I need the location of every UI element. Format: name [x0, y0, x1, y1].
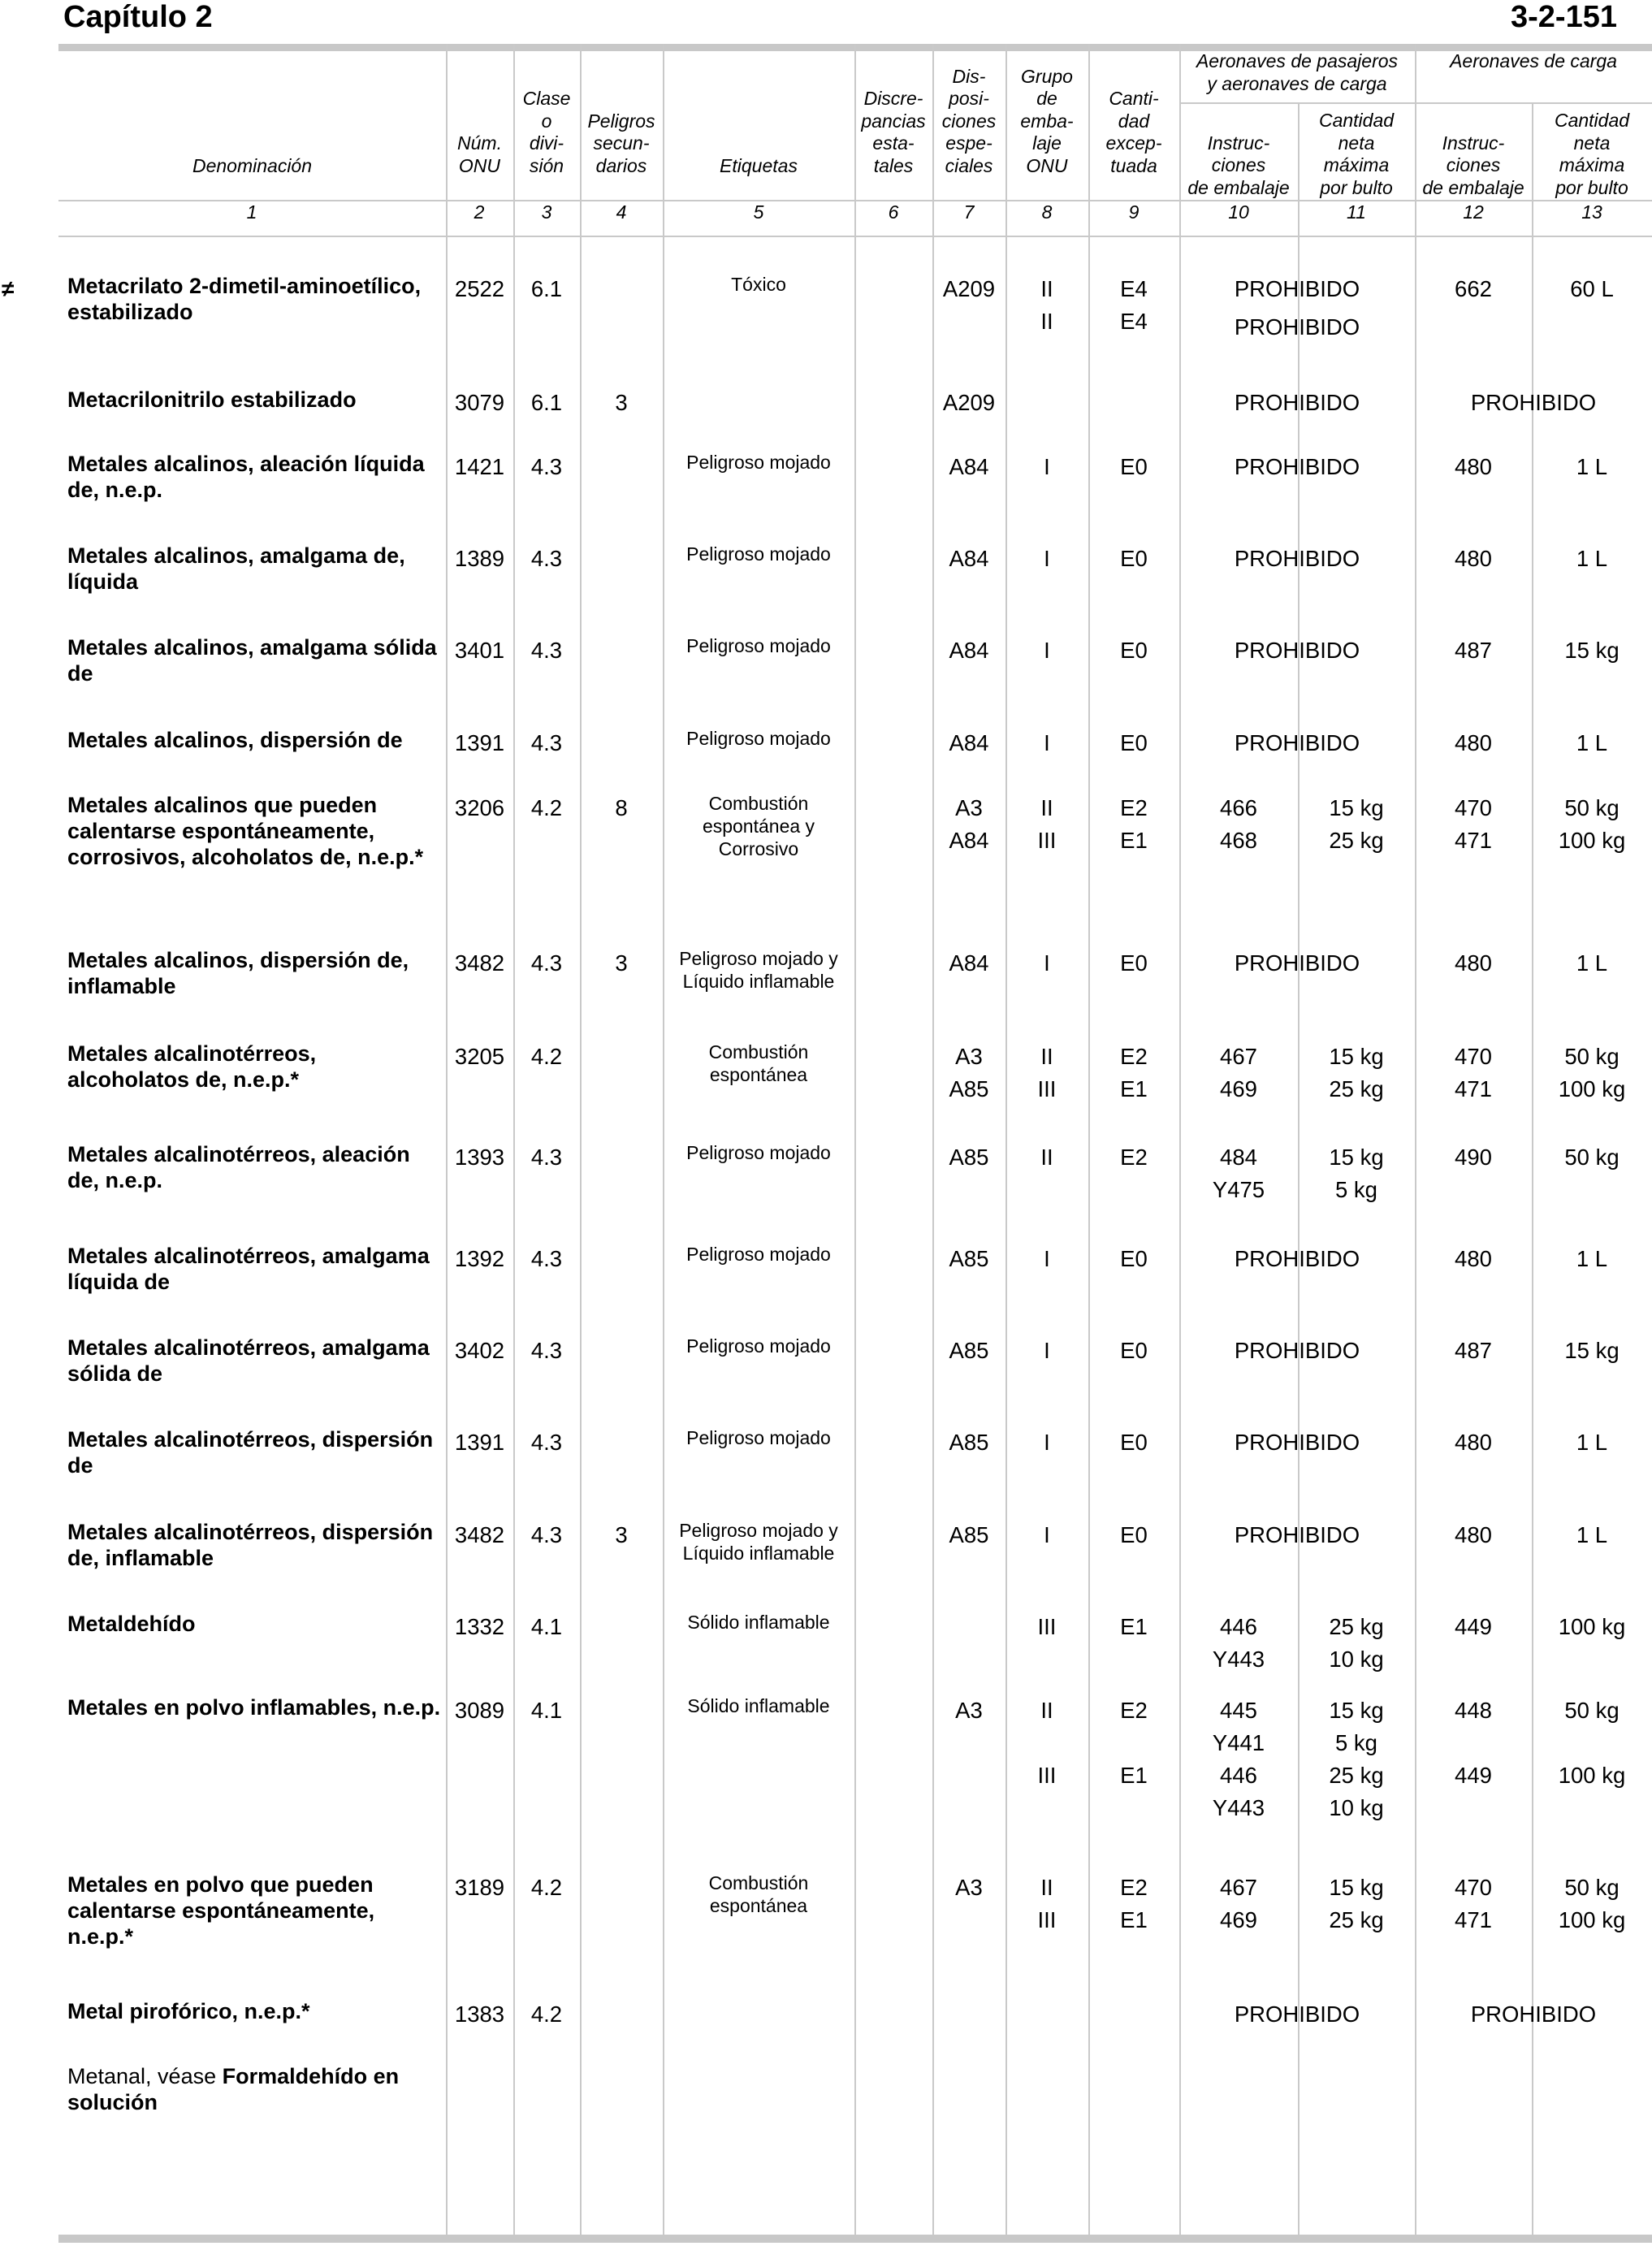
- packing-instruction-cargo: 470: [1455, 1044, 1492, 1069]
- hazard-class: 4.1: [530, 1614, 563, 1639]
- header-cantidad-carga: Cantidad neta máxima por bulto: [1554, 110, 1630, 198]
- un-number: 3089: [454, 1698, 505, 1723]
- header-num-onu: Núm. ONU: [457, 132, 502, 176]
- un-number: 3079: [454, 390, 505, 415]
- special-provision: A84: [949, 828, 989, 853]
- packing-instruction-cargo: 471: [1455, 1907, 1492, 1932]
- packing-instruction-cargo: 471: [1455, 1076, 1492, 1101]
- excepted-quantity: E1: [1120, 828, 1148, 853]
- packing-group: I: [1044, 730, 1050, 755]
- excepted-quantity: E0: [1120, 1246, 1148, 1271]
- excepted-quantity: E1: [1120, 1614, 1148, 1639]
- packing-instruction-pax: 445: [1220, 1698, 1257, 1723]
- packing-instruction-cargo: 480: [1455, 730, 1492, 755]
- special-provision: A84: [949, 950, 989, 976]
- column-number: 3: [541, 201, 552, 223]
- header-peligros: Peligros secun- darios: [587, 110, 655, 176]
- hazard-label: Combustión espontánea: [708, 1872, 809, 1916]
- subsidiary-hazard: 3: [615, 1522, 628, 1547]
- special-provision: A84: [949, 454, 989, 479]
- packing-instruction-pax: 469: [1220, 1907, 1257, 1932]
- subsidiary-hazard: 3: [615, 390, 628, 415]
- excepted-quantity: E0: [1120, 1522, 1148, 1547]
- hazard-class: 4.2: [530, 2001, 563, 2027]
- excepted-quantity: E2: [1120, 1145, 1148, 1170]
- forbidden-passenger: PROHIBIDO: [1234, 1246, 1360, 1271]
- max-quantity-cargo: 1 L: [1576, 1522, 1608, 1547]
- forbidden-passenger: PROHIBIDO: [1234, 276, 1360, 301]
- packing-instruction-pax: Y443: [1212, 1795, 1265, 1820]
- max-quantity-pax: 15 kg: [1329, 1145, 1384, 1170]
- substance-name: Metales alcalinotérreos, dispersión de, inflamable: [67, 1520, 434, 1570]
- un-number: 3482: [454, 950, 505, 976]
- substance-name: Metales alcalinos, amalgama de, líquida: [67, 543, 405, 594]
- page-number: 3-2-151: [1511, 0, 1617, 34]
- hazard-label: Peligroso mojado: [686, 1244, 831, 1265]
- max-quantity-cargo: 100 kg: [1558, 1076, 1626, 1101]
- packing-group: II: [1040, 276, 1053, 301]
- max-quantity-cargo: 100 kg: [1558, 1614, 1626, 1639]
- un-number: 1389: [454, 546, 505, 571]
- max-quantity-pax: 15 kg: [1329, 1044, 1384, 1069]
- max-quantity-pax: 25 kg: [1329, 828, 1384, 853]
- max-quantity-cargo: 50 kg: [1564, 1145, 1620, 1170]
- packing-instruction-cargo: 470: [1455, 795, 1492, 820]
- packing-group: I: [1044, 1522, 1050, 1547]
- packing-instruction-pax: 467: [1220, 1044, 1257, 1069]
- packing-group: III: [1037, 1614, 1057, 1639]
- packing-instruction-cargo: 448: [1455, 1698, 1492, 1723]
- packing-group: I: [1044, 1430, 1050, 1455]
- max-quantity-cargo: 1 L: [1576, 1430, 1608, 1455]
- hazard-label: Tóxico: [731, 274, 786, 295]
- packing-instruction-pax: 466: [1220, 795, 1257, 820]
- excepted-quantity: E1: [1120, 1907, 1148, 1932]
- forbidden-passenger: PROHIBIDO: [1234, 638, 1360, 663]
- excepted-quantity: E0: [1120, 1430, 1148, 1455]
- hazard-class: 4.3: [530, 638, 563, 663]
- un-number: 3402: [454, 1338, 505, 1363]
- packing-group: III: [1037, 1076, 1057, 1101]
- column-number: 7: [963, 201, 975, 223]
- header-pasajeros-group: Aeronaves de pasajeros y aeronaves de carga: [1196, 50, 1399, 94]
- excepted-quantity: E0: [1120, 1338, 1148, 1363]
- special-provision: A85: [949, 1246, 989, 1271]
- packing-instruction-pax: 467: [1220, 1875, 1257, 1900]
- max-quantity-pax: 25 kg: [1329, 1614, 1384, 1639]
- packing-group: I: [1044, 454, 1050, 479]
- substance-name: Metales alcalinos que pueden calentarse espontáneamente, corrosivos, alcoholatos de, n.e.p.*: [67, 793, 424, 869]
- un-number: 2522: [454, 276, 505, 301]
- packing-instruction-cargo: 487: [1455, 638, 1492, 663]
- forbidden-passenger: PROHIBIDO: [1234, 314, 1360, 340]
- column-number: 10: [1228, 201, 1249, 223]
- excepted-quantity: E2: [1120, 1044, 1148, 1069]
- packing-instruction-cargo: 480: [1455, 454, 1492, 479]
- hazard-label: Combustión espontánea y Corrosivo: [702, 793, 815, 859]
- cross-reference-prefix: Metanal, véase: [67, 2064, 223, 2088]
- hazard-class: 4.1: [530, 1698, 563, 1723]
- forbidden-passenger: PROHIBIDO: [1234, 950, 1360, 976]
- max-quantity-cargo: 50 kg: [1564, 1698, 1620, 1723]
- packing-group: II: [1040, 1698, 1053, 1723]
- excepted-quantity: E1: [1120, 1763, 1148, 1788]
- forbidden-cargo: PROHIBIDO: [1470, 390, 1597, 415]
- packing-instruction-cargo: 480: [1455, 1522, 1492, 1547]
- substance-name: Metales alcalinotérreos, aleación de, n.e.p.: [67, 1142, 410, 1192]
- excepted-quantity: E0: [1120, 638, 1148, 663]
- max-quantity-cargo: 50 kg: [1564, 1875, 1620, 1900]
- packing-instruction-cargo: 470: [1455, 1875, 1492, 1900]
- max-quantity-pax: 15 kg: [1329, 1875, 1384, 1900]
- max-quantity-cargo: 50 kg: [1564, 1044, 1620, 1069]
- cross-reference-target: Formaldehído en solución: [67, 2064, 400, 2114]
- substance-name: Metales en polvo inflamables, n.e.p.: [67, 1695, 441, 1720]
- column-number: 2: [474, 201, 485, 223]
- header-clase: Clase o divi- sión: [522, 88, 571, 176]
- max-quantity-pax: 10 kg: [1329, 1795, 1384, 1820]
- max-quantity-cargo: 100 kg: [1558, 828, 1626, 853]
- special-provision: A84: [949, 730, 989, 755]
- un-number: 1393: [454, 1145, 505, 1170]
- hazard-label: Sólido inflamable: [687, 1695, 830, 1716]
- special-provision: A209: [942, 276, 996, 301]
- max-quantity-pax: 25 kg: [1329, 1076, 1384, 1101]
- forbidden-passenger: PROHIBIDO: [1234, 2001, 1360, 2027]
- hazard-label: Peligroso mojado: [686, 728, 831, 749]
- packing-group: II: [1040, 795, 1053, 820]
- un-number: 1391: [454, 730, 505, 755]
- packing-instruction-pax: 446: [1220, 1614, 1257, 1639]
- substance-name: Metales alcalinotérreos, amalgama sólida de: [67, 1335, 430, 1386]
- header-instrucciones-carga: Instruc- ciones de embalaje: [1422, 132, 1524, 198]
- packing-group: II: [1040, 1044, 1053, 1069]
- excepted-quantity: E0: [1120, 454, 1148, 479]
- special-provision: A84: [949, 638, 989, 663]
- excepted-quantity: E2: [1120, 795, 1148, 820]
- un-number: 3482: [454, 1522, 505, 1547]
- packing-group: II: [1040, 309, 1053, 334]
- excepted-quantity: E4: [1120, 309, 1148, 334]
- packing-instruction-pax: 484: [1220, 1145, 1257, 1170]
- excepted-quantity: E2: [1120, 1875, 1148, 1900]
- packing-group: I: [1044, 1246, 1050, 1271]
- packing-instruction-cargo: 449: [1455, 1614, 1492, 1639]
- max-quantity-cargo: 1 L: [1576, 730, 1608, 755]
- column-number: 8: [1041, 201, 1053, 223]
- special-provision: A3: [955, 1044, 983, 1069]
- hazard-class: 4.3: [530, 1338, 563, 1363]
- max-quantity-pax: 5 kg: [1335, 1177, 1377, 1202]
- substance-name: Metales alcalinos, aleación líquida de, n.e.p.: [67, 452, 425, 502]
- hazard-label: Peligroso mojado: [686, 452, 831, 473]
- packing-instruction-cargo: 662: [1455, 276, 1492, 301]
- packing-group: II: [1040, 1875, 1053, 1900]
- forbidden-passenger: PROHIBIDO: [1234, 1522, 1360, 1547]
- max-quantity-cargo: 1 L: [1576, 950, 1608, 976]
- hazard-class: 4.3: [530, 1522, 563, 1547]
- column-number: 12: [1463, 201, 1484, 223]
- packing-instruction-pax: Y475: [1212, 1177, 1265, 1202]
- excepted-quantity: E4: [1120, 276, 1148, 301]
- hazard-class: 4.3: [530, 1246, 563, 1271]
- substance-name: Metales alcalinotérreos, alcoholatos de, n.e.p.*: [67, 1041, 317, 1092]
- header-disposiciones: Dis- posi- ciones espe- ciales: [941, 65, 997, 176]
- packing-instruction-pax: 468: [1220, 828, 1257, 853]
- special-provision: A85: [949, 1522, 989, 1547]
- max-quantity-pax: 15 kg: [1329, 795, 1384, 820]
- excepted-quantity: E2: [1120, 1698, 1148, 1723]
- hazard-label: Peligroso mojado: [686, 1142, 831, 1163]
- max-quantity-cargo: 15 kg: [1564, 638, 1620, 663]
- hazard-class: 4.3: [530, 1145, 563, 1170]
- hazard-class: 4.3: [530, 1430, 563, 1455]
- hazard-class: 4.3: [530, 730, 563, 755]
- packing-instruction-cargo: 487: [1455, 1338, 1492, 1363]
- substance-name: Metales alcalinotérreos, amalgama líquida de: [67, 1244, 430, 1294]
- special-provision: A3: [955, 1875, 983, 1900]
- hazard-class: 4.2: [530, 1044, 563, 1069]
- max-quantity-cargo: 60 L: [1570, 276, 1614, 301]
- max-quantity-pax: 10 kg: [1329, 1647, 1384, 1672]
- hazard-label: Peligroso mojado: [686, 1427, 831, 1448]
- forbidden-passenger: PROHIBIDO: [1234, 1430, 1360, 1455]
- max-quantity-cargo: 100 kg: [1558, 1763, 1626, 1788]
- header-cantidad-exceptuada: Canti- dad excep- tuada: [1105, 88, 1162, 176]
- substance-name: Metales alcalinos, dispersión de: [67, 728, 403, 752]
- hazard-class: 6.1: [530, 390, 563, 415]
- un-number: 3401: [454, 638, 505, 663]
- subsidiary-hazard: 3: [615, 950, 628, 976]
- packing-instruction-cargo: 480: [1455, 546, 1492, 571]
- forbidden-passenger: PROHIBIDO: [1234, 390, 1360, 415]
- packing-instruction-cargo: 490: [1455, 1145, 1492, 1170]
- special-provision: A85: [949, 1338, 989, 1363]
- column-number: 13: [1581, 201, 1602, 223]
- max-quantity-pax: 5 kg: [1335, 1730, 1377, 1755]
- hazard-label: Peligroso mojado y Líquido inflamable: [679, 948, 838, 992]
- packing-instruction-pax: 469: [1220, 1076, 1257, 1101]
- special-provision: A3: [955, 795, 983, 820]
- column-number: 5: [753, 201, 764, 223]
- packing-group: III: [1037, 1907, 1057, 1932]
- substance-name: Metales alcalinos, amalgama sólida de: [67, 635, 437, 686]
- substance-name: Metales en polvo que pueden calentarse espontáneamente, n.e.p.*: [67, 1872, 375, 1949]
- column-number: 9: [1128, 201, 1140, 223]
- max-quantity-cargo: 1 L: [1576, 454, 1608, 479]
- header-discrepancias: Discre- pancias esta- tales: [861, 88, 926, 176]
- column-number: 4: [616, 201, 627, 223]
- header-cantidad-pax: Cantidad neta máxima por bulto: [1318, 110, 1395, 198]
- hazard-label: Sólido inflamable: [687, 1612, 830, 1633]
- max-quantity-cargo: 100 kg: [1558, 1907, 1626, 1932]
- max-quantity-pax: 25 kg: [1329, 1763, 1384, 1788]
- packing-instruction-cargo: 471: [1455, 828, 1492, 853]
- forbidden-passenger: PROHIBIDO: [1234, 1338, 1360, 1363]
- excepted-quantity: E0: [1120, 546, 1148, 571]
- un-number: 1421: [454, 454, 505, 479]
- substance-name: Metaldehído: [67, 1612, 196, 1636]
- substance-name: Metales alcalinos, dispersión de, inflamable: [67, 948, 409, 998]
- hazard-label: Peligroso mojado: [686, 543, 831, 565]
- packing-instruction-cargo: 480: [1455, 1246, 1492, 1271]
- column-number: 11: [1347, 201, 1366, 223]
- special-provision: A3: [955, 1698, 983, 1723]
- packing-group: II: [1040, 1145, 1053, 1170]
- header-grupo: Grupo de emba- laje ONU: [1020, 65, 1074, 176]
- header-carga-group: Aeronaves de carga: [1450, 50, 1617, 71]
- un-number: 1392: [454, 1246, 505, 1271]
- special-provision: A85: [949, 1076, 989, 1101]
- un-number: 3206: [454, 795, 505, 820]
- max-quantity-cargo: 1 L: [1576, 1246, 1608, 1271]
- packing-group: III: [1037, 1763, 1057, 1788]
- packing-group: I: [1044, 950, 1050, 976]
- forbidden-passenger: PROHIBIDO: [1234, 454, 1360, 479]
- max-quantity-pax: 25 kg: [1329, 1907, 1384, 1932]
- packing-group: III: [1037, 828, 1057, 853]
- excepted-quantity: E1: [1120, 1076, 1148, 1101]
- substance-name: Metacrilato 2-dimetil-aminoetílico, estabilizado: [67, 274, 422, 324]
- max-quantity-cargo: 50 kg: [1564, 795, 1620, 820]
- special-provision: A209: [942, 390, 996, 415]
- un-number: 1383: [454, 2001, 505, 2027]
- special-provision: A85: [949, 1430, 989, 1455]
- hazard-label: Peligroso mojado: [686, 1335, 831, 1357]
- cross-reference-entry: [67, 2063, 441, 2115]
- un-number: 1391: [454, 1430, 505, 1455]
- packing-group: I: [1044, 638, 1050, 663]
- special-provision: A84: [949, 546, 989, 571]
- column-number: 1: [246, 201, 257, 223]
- hazard-class: 4.3: [530, 546, 563, 571]
- excepted-quantity: E0: [1120, 730, 1148, 755]
- packing-group: I: [1044, 546, 1050, 571]
- max-quantity-cargo: 1 L: [1576, 546, 1608, 571]
- max-quantity-pax: 15 kg: [1329, 1698, 1384, 1723]
- substance-name: Metales alcalinotérreos, dispersión de: [67, 1427, 434, 1478]
- un-number: 3189: [454, 1875, 505, 1900]
- packing-group: I: [1044, 1338, 1050, 1363]
- forbidden-passenger: PROHIBIDO: [1234, 730, 1360, 755]
- packing-instruction-pax: Y441: [1212, 1730, 1265, 1755]
- hazard-class: 6.1: [530, 276, 563, 301]
- hazard-label: Combustión espontánea: [708, 1041, 809, 1085]
- packing-instruction-pax: 446: [1220, 1763, 1257, 1788]
- substance-name: Metacrilonitrilo estabilizado: [67, 387, 357, 412]
- change-mark: ≠: [2, 276, 15, 301]
- column-number: 6: [888, 201, 899, 223]
- un-number: 3205: [454, 1044, 505, 1069]
- forbidden-cargo: PROHIBIDO: [1470, 2001, 1597, 2027]
- packing-instruction-cargo: 480: [1455, 950, 1492, 976]
- excepted-quantity: E0: [1120, 950, 1148, 976]
- special-provision: A85: [949, 1145, 989, 1170]
- max-quantity-cargo: 15 kg: [1564, 1338, 1620, 1363]
- chapter-title: Capítulo 2: [63, 0, 213, 34]
- header-etiquetas: Etiquetas: [720, 154, 798, 176]
- hazard-class: 4.2: [530, 1875, 563, 1900]
- subsidiary-hazard: 8: [615, 795, 628, 820]
- hazard-class: 4.3: [530, 454, 563, 479]
- hazard-class: 4.2: [530, 795, 563, 820]
- packing-instruction-cargo: 480: [1455, 1430, 1492, 1455]
- hazard-label: Peligroso mojado y Líquido inflamable: [679, 1520, 838, 1564]
- un-number: 1332: [454, 1614, 505, 1639]
- hazard-class: 4.3: [530, 950, 563, 976]
- substance-name: Metal pirofórico, n.e.p.*: [67, 1999, 310, 2023]
- forbidden-passenger: PROHIBIDO: [1234, 546, 1360, 571]
- packing-instruction-cargo: 449: [1455, 1763, 1492, 1788]
- header-denominacion: Denominación: [192, 154, 313, 176]
- packing-instruction-pax: Y443: [1212, 1647, 1265, 1672]
- header-instrucciones-pax: Instruc- ciones de embalaje: [1187, 132, 1290, 198]
- hazard-label: Peligroso mojado: [686, 635, 831, 656]
